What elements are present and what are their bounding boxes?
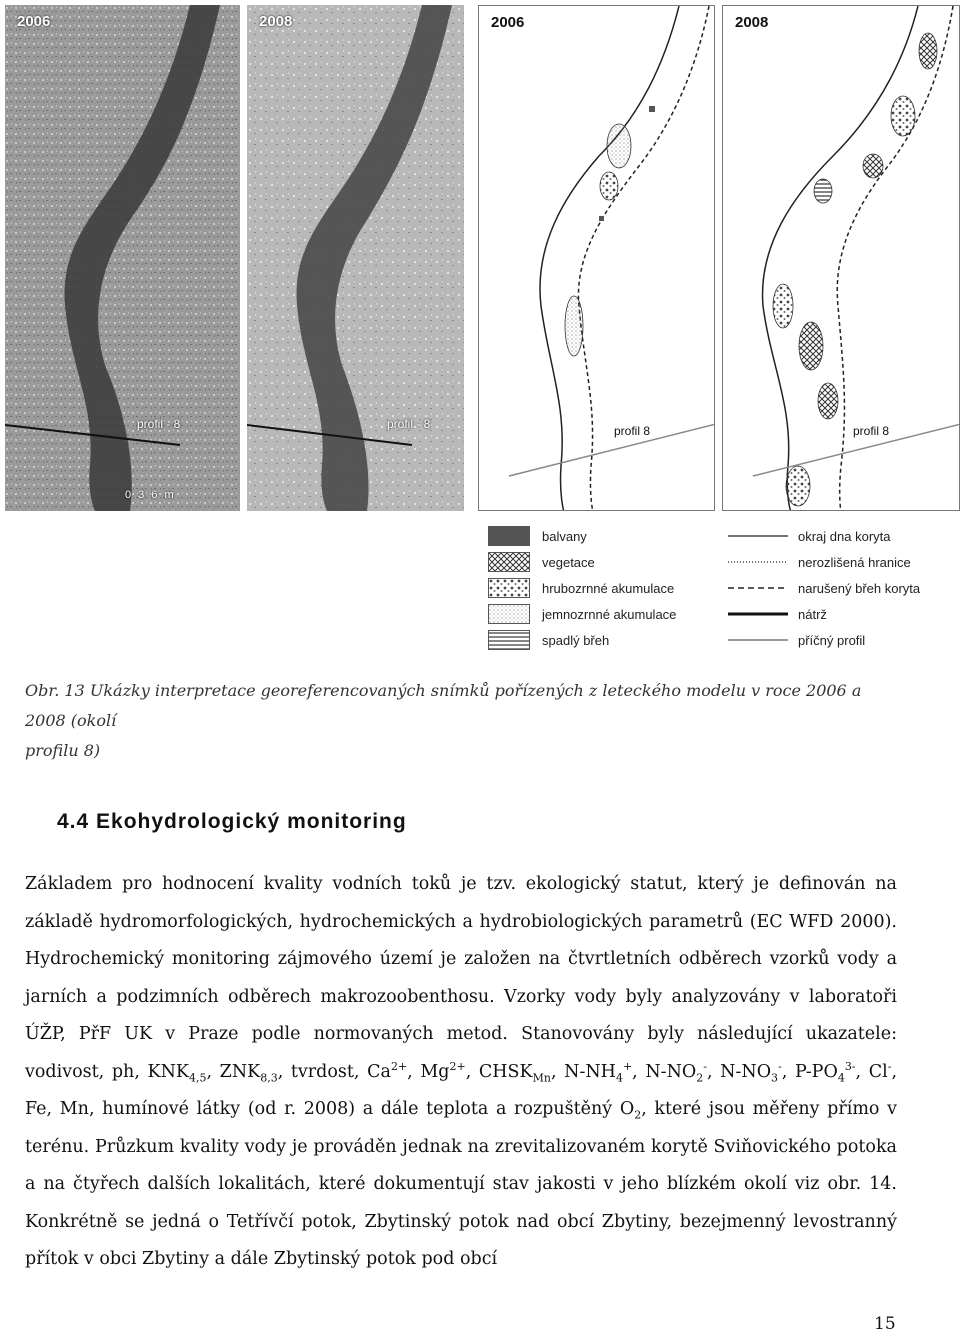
legend-item-fine-accumulation — [488, 602, 676, 626]
legend-item-disturbed-bank — [728, 576, 920, 600]
panel-year-label: 2008 — [259, 13, 293, 30]
aerial-image-2008 — [247, 5, 464, 511]
legend-item-coarse-accumulation — [488, 576, 674, 600]
legend-label: jemnozrnné akumulace — [542, 606, 677, 622]
legend-label: nátrž — [798, 606, 827, 622]
aerial-photo-2006 — [5, 5, 240, 511]
legend-label: vegetace — [542, 554, 595, 570]
legend-label: okraj dna koryta — [798, 528, 891, 544]
legend-label: spadlý břeh — [542, 632, 610, 648]
channel-sketch-2008 — [723, 6, 960, 511]
profile-label: profil 8 — [853, 424, 890, 438]
coarse-dots-swatch — [488, 578, 530, 598]
legend-item-undifferentiated-boundary — [728, 550, 911, 574]
caption-line: profilu 8) — [25, 741, 101, 760]
solid-thick-line-swatch — [728, 609, 788, 619]
dotted-line-swatch — [728, 557, 788, 567]
legend-label: balvany — [542, 528, 587, 544]
panel-year-label: 2008 — [735, 14, 769, 31]
legend-item-boulders — [488, 524, 587, 548]
horizontal-lines-swatch — [488, 630, 530, 650]
caption-line: Obr. 13 Ukázky interpretace georeferencovaných snímků pořízených z leteckého modelu v roce 2006 a 2008 (okolí — [25, 681, 862, 730]
legend-item-fallen-bank — [488, 628, 609, 652]
profile-label: profil - 8 — [137, 417, 181, 431]
legend-label: příčný profil — [798, 632, 866, 648]
panel-year-label: 2006 — [491, 14, 525, 31]
profile-label: profil 8 — [614, 424, 651, 438]
channel-sketch-2006 — [479, 6, 715, 511]
scale-bar-label: 0 3 6 m — [125, 489, 176, 501]
legend-item-scarp — [728, 602, 827, 626]
fine-dots-swatch — [488, 604, 530, 624]
legend-label: hrubozrnné akumulace — [542, 580, 675, 596]
legend-item-cross-profile — [728, 628, 865, 652]
aerial-image-2006 — [5, 5, 240, 511]
legend-label: narušený břeh koryta — [798, 580, 921, 596]
solid-gray-line-swatch — [728, 635, 788, 645]
solid-dark-swatch — [488, 526, 530, 546]
legend-item-vegetation — [488, 550, 595, 574]
interpretation-sketch-2006 — [478, 5, 715, 511]
aerial-photo-2008 — [247, 5, 464, 511]
solid-thin-line-swatch — [728, 531, 788, 541]
page-number: 15 — [874, 1314, 896, 1334]
figure-caption — [25, 676, 905, 766]
interpretation-sketch-2008 — [722, 5, 960, 511]
dashed-line-swatch — [728, 583, 788, 593]
panel-year-label: 2006 — [17, 13, 51, 30]
section-heading: 4.4 Ekohydrologický monitoring — [57, 810, 407, 833]
figure-legend — [484, 520, 960, 656]
legend-label: nerozlišená hranice — [798, 554, 911, 570]
profile-label: profil - 8 — [387, 417, 431, 431]
legend-item-channel-bottom-edge — [728, 524, 891, 548]
body-paragraph: Základem pro hodnocení kvality vodních toků je tzv. ekologický statut, který je definován na základě hydromorfologických, hydrochemických a hydrobiologických parametrů (EC WFD 2000). Hydrochemický monitoring zájmového území je založen na čtvrtletních odběrech vzorků vody a jarních a podzimních odběrech makrozoobenthosu. Vzorky vody byly analyzovány v laboratoři ÚŽP, PřF UK v Praze podle normovaných metod. Stanovovány byly následující ukazatele: vodivost, ph, $KNK_{4,5}$, $ZNK_{8,3}$, tvrdost, $Ca^{2+}$, $Mg^{2+}$, $CHSK_{Mn}$, $N-NH_4^+$, $N-NO_2^-$, $N-NO_3^-$, $P-PO_4^{3-}$, Cl-, Fe, Mn, humínové látky (od r. 2008) a dále teplota a rozpuštěný $O_2$, které jsou měřeny přímo v terénu. Průzkum kvality vody je prováděn jednak na zrevitalizovaném korytě Sviňovického potoka a na čtyřech dalších lokalitách, které dokumentují stav jakosti v jeho blízkém okolí viz obr. 14. Konkrétně se jedná o Tetřívčí potok, Zbytinský potok nad obcí Zbytiny, bezejmenný levostranný přítok v obci Zbytiny a dále Zbytinský potok pod obcí — [25, 874, 898, 1269]
crosshatch-swatch — [488, 552, 530, 572]
